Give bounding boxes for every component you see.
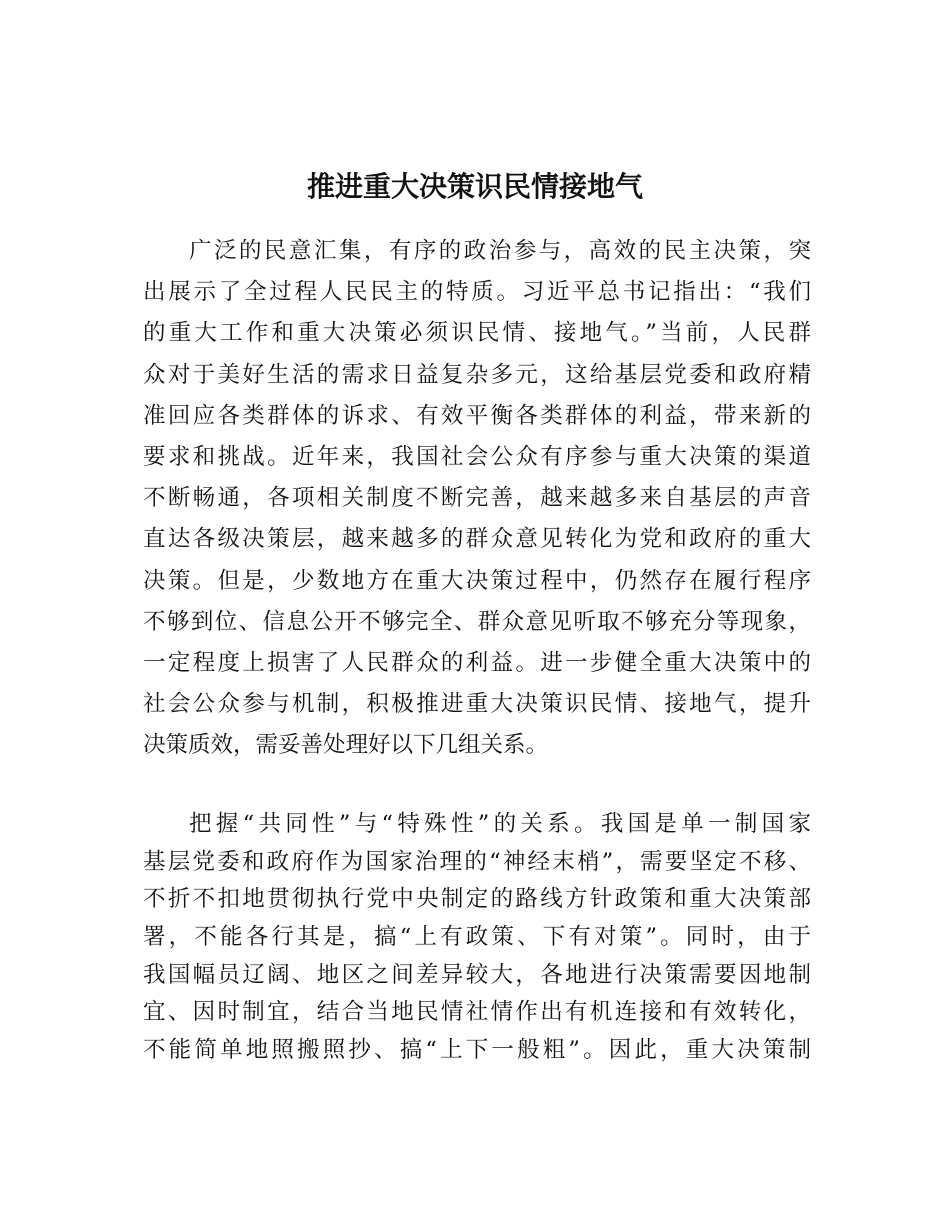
text-line: 决策质效，需妥善处理好以下几组关系。 bbox=[143, 732, 549, 759]
text-line: 直达各级决策层，越来越多的群众意见转化为党和政府的重大 bbox=[143, 526, 811, 553]
text-line: 社会公众参与机制，积极推进重大决策识民情、接地气，提升 bbox=[143, 691, 811, 718]
text-line: 署，不能各行其是，搞“上有政策、下有对策”。同时，由于 bbox=[143, 924, 811, 951]
text-line: 基层党委和政府作为国家治理的“神经末梢”，需要坚定不移、 bbox=[143, 848, 811, 875]
document-title: 推进重大决策识民情接地气 bbox=[306, 170, 643, 203]
text-line: 不够到位、信息公开不够完全、群众意见听取不够充分等现象， bbox=[143, 608, 811, 635]
text-line: 广泛的民意汇集，有序的政治参与，高效的民主决策，突 bbox=[189, 238, 811, 264]
text-line: 我国幅员辽阔、地区之间差异较大，各地进行决策需要因地制 bbox=[143, 961, 811, 988]
text-line: 要求和挑战。近年来，我国社会公众有序参与重大决策的渠道 bbox=[143, 443, 811, 470]
text-line: 众对于美好生活的需求日益复杂多元，这给基层党委和政府精 bbox=[143, 361, 811, 388]
text-line: 的重大工作和重大决策必须识民情、接地气。”当前，人民群 bbox=[143, 320, 811, 347]
text-line: 准回应各类群体的诉求、有效平衡各类群体的利益，带来新的 bbox=[143, 402, 811, 429]
text-line: 不折不扣地贯彻执行党中央制定的路线方针政策和重大决策部 bbox=[143, 886, 811, 913]
paragraph-1 bbox=[143, 233, 811, 768]
text-line: 不能简单地照搬照抄、搞“上下一般粗”。因此，重大决策制 bbox=[143, 1037, 811, 1064]
text-line: 一定程度上损害了人民群众的利益。进一步健全重大决策中的 bbox=[143, 649, 811, 676]
text-line: 出展示了全过程人民民主的特质。习近平总书记指出：“我们 bbox=[143, 279, 811, 306]
text-line: 不断畅通，各项相关制度不断完善，越来越多来自基层的声音 bbox=[143, 485, 811, 512]
text-line: 宜、因时制宜，结合当地民情社情作出有机连接和有效转化， bbox=[143, 999, 811, 1026]
paragraph-2 bbox=[143, 806, 811, 1070]
text-line: 把握“共同性”与“特殊性”的关系。我国是单一制国家 bbox=[189, 811, 811, 837]
text-line: 决策。但是，少数地方在重大决策过程中，仍然存在履行程序 bbox=[143, 567, 811, 594]
